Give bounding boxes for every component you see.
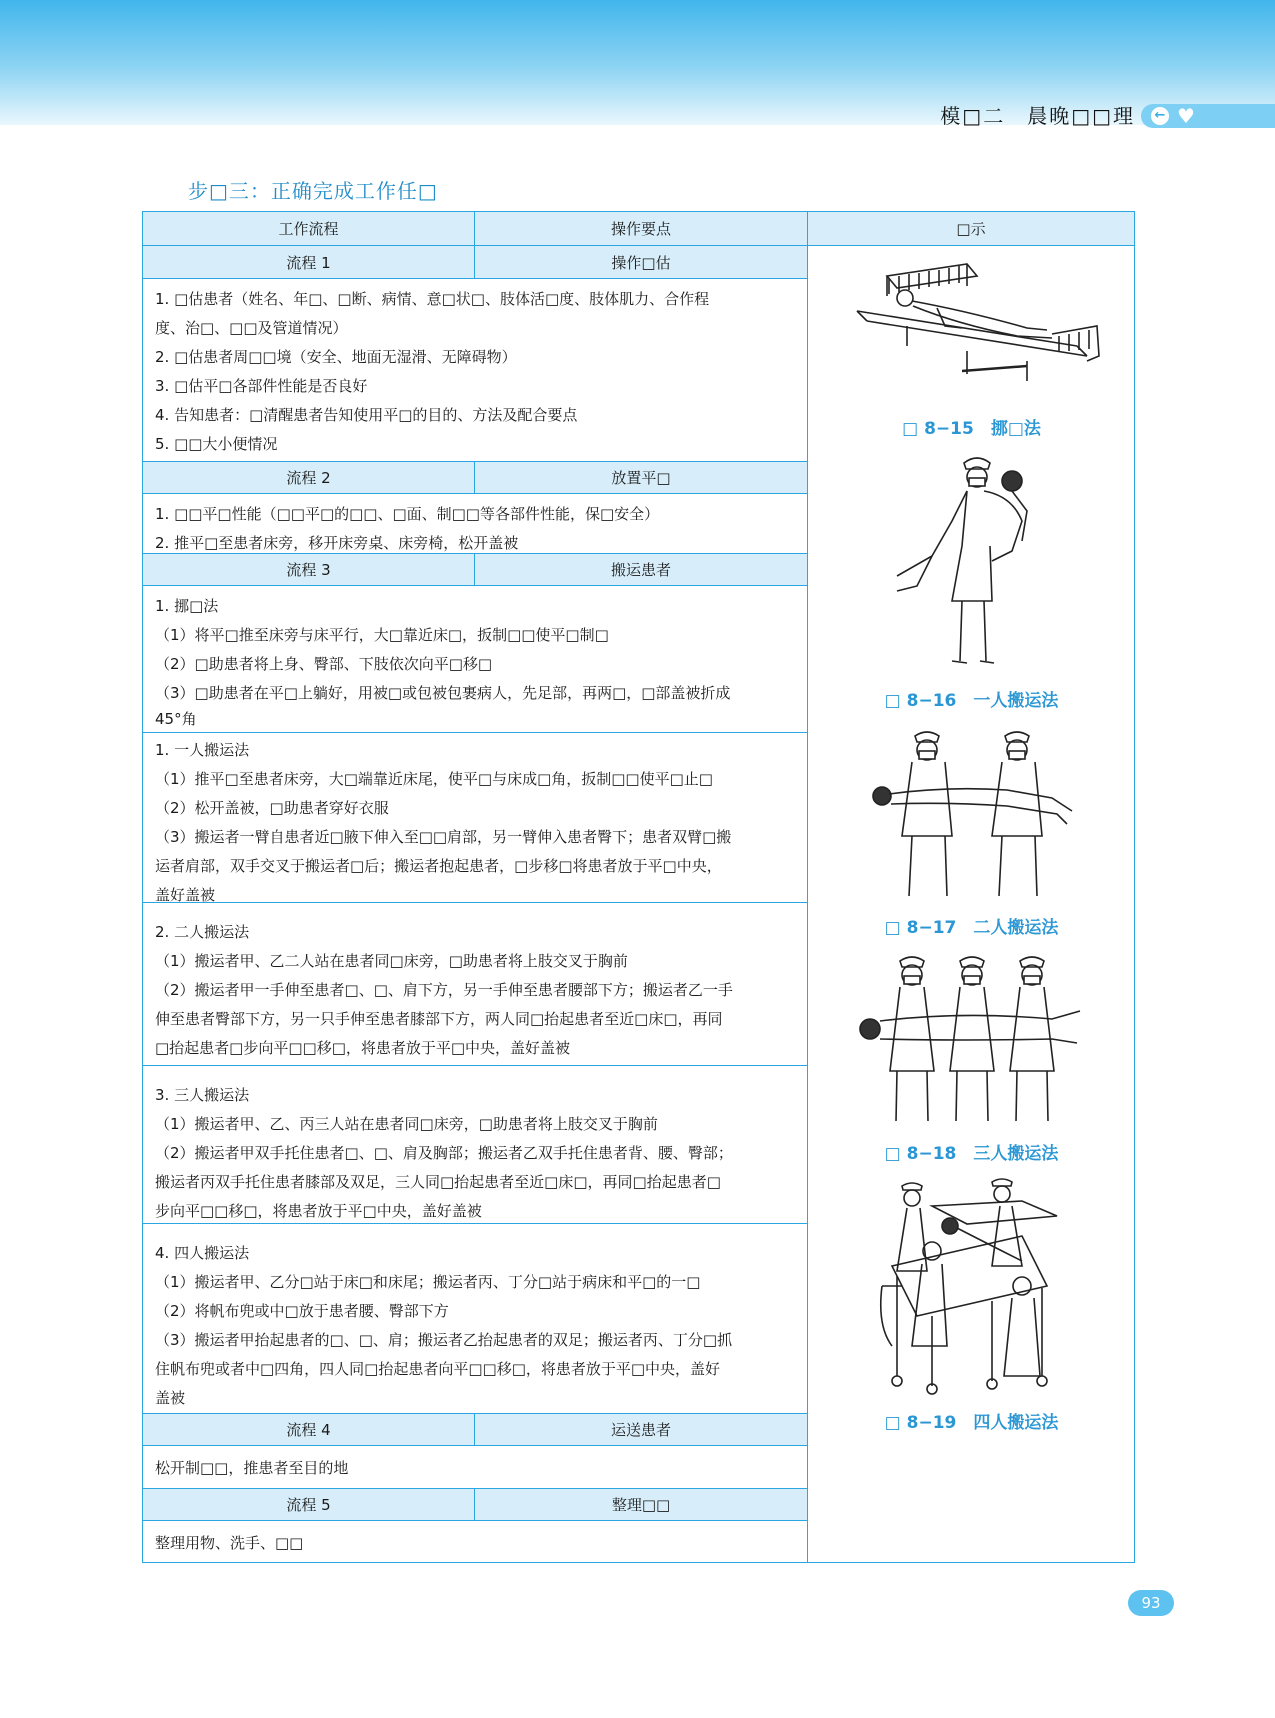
text-line: 3. □估平□各部件性能是否良好 (155, 377, 368, 395)
figure-caption: □ 8−19 四人搬运法 (884, 1413, 1059, 1433)
text-line: （1）搬运者甲、乙、丙三人站在患者同□床旁，□助患者将上肢交叉于胸前 (155, 1115, 658, 1133)
flow-5-content (143, 1521, 807, 1561)
flow-3-one-person (143, 730, 807, 910)
text-line: 45°角 (155, 710, 197, 728)
procedure-table (142, 211, 1135, 1563)
flow-name: 流程 4 (143, 1414, 475, 1445)
text-line: 松开制□□，推患者至目的地 (155, 1459, 349, 1477)
text-line: 4. 告知患者：□清醒患者告知使用平□的目的、方法及配合要点 (155, 406, 578, 424)
flow-3-method-shift (143, 586, 807, 736)
flow-point: 放置平□ (611, 469, 671, 487)
table-header-row (143, 212, 1134, 246)
text-line: （2）搬运者甲一手伸至患者□、□、肩下方，另一手伸至患者腰部下方；搬运者乙一手 (155, 981, 733, 999)
text-line: 5. □□大小便情况 (155, 435, 278, 453)
text-line: 1. □□平□性能（□□平□的□□、□面、制□□等各部件性能，保□安全） (155, 505, 660, 523)
flow-name: 流程 1 (143, 246, 475, 278)
text-line: 住帆布兜或者中□四角，四人同□抬起患者向平□□移□，将患者放于平□中央，盖好 (155, 1360, 721, 1378)
text-line: （1）推平□至患者床旁，大□端靠近床尾，使平□与床成□角，扳制□□使平□止□ (155, 770, 713, 788)
text-line: （1）搬运者甲、乙分□站于床□和床尾；搬运者丙、丁分□站于病床和平□的一□ (155, 1273, 701, 1291)
text-line: 1. 挪□法 (155, 597, 219, 615)
flow-name: 流程 3 (143, 554, 475, 585)
flow-name: 流程 2 (143, 462, 475, 493)
text-line: （2）搬运者甲双手托住患者□、□、肩及胸部；搬运者乙双手托住患者背、腰、臀部； (155, 1144, 733, 1162)
flow-3-three-person (143, 1075, 807, 1225)
header-workflow: 工作流程 (143, 212, 475, 245)
flow-point: 整理□□ (611, 1496, 671, 1514)
section-divider (143, 1223, 807, 1224)
heart-icon: ♥ (1177, 104, 1195, 128)
text-line: （2）松开盖被，□助患者穿好衣服 (155, 799, 389, 817)
text-line: 4. 四人搬运法 (155, 1244, 250, 1262)
text-line: 整理用物、洗手、□□ (155, 1534, 304, 1552)
two-person-carry-illustration (808, 726, 1135, 901)
flow-2-content (143, 494, 807, 556)
text-line: 搬运者丙双手托住患者膝部及双足，三人同□抬起患者至近□床□，再同□抬起患者□ (155, 1173, 721, 1191)
flow-5-header (143, 1488, 807, 1521)
four-person-carry-illustration (808, 1176, 1135, 1401)
flow-3-header (143, 553, 807, 586)
figure-caption: □ 8−18 三人搬运法 (884, 1144, 1059, 1164)
text-line: 盖好盖被 (155, 886, 216, 904)
flow-point: 操作□估 (611, 253, 671, 272)
flow-4-content (143, 1446, 807, 1486)
figure-caption: □ 8−16 一人搬运法 (884, 691, 1059, 711)
flow-1-header (143, 246, 807, 279)
text-line: 2. □估患者周□□境（安全、地面无湿滑、无障碍物） (155, 348, 517, 366)
section-divider (143, 1065, 807, 1066)
text-line: （1）搬运者甲、乙二人站在患者同□床旁，□助患者将上肢交叉于胸前 (155, 952, 628, 970)
step-title: 步□三：正确完成工作任□ (188, 179, 438, 203)
text-line: （2）□助患者将上身、臀部、下肢依次向平□移□ (155, 655, 493, 673)
flow-name: 流程 5 (143, 1489, 475, 1520)
text-line: □抬起患者□步向平□□移□，将患者放于平□中央，盖好盖被 (155, 1039, 571, 1057)
three-person-carry-illustration (808, 951, 1135, 1126)
illustration-column (807, 246, 1134, 1562)
text-line: 伸至患者臀部下方，另一只手伸至患者膝部下方，两人同□抬起患者至近□床□，再同 (155, 1010, 723, 1028)
header-badge (1141, 104, 1275, 128)
one-person-carry-illustration (808, 451, 1135, 676)
text-line: 运者肩部，双手交叉于搬运者□后；搬运者抱起患者，□步移□将患者放于平□中央， (155, 857, 722, 875)
text-line: 2. 推平□至患者床旁，移开床旁桌、床旁椅，松开盖被 (155, 534, 519, 552)
flow-2-header (143, 461, 807, 494)
back-arrow-icon: ← (1151, 107, 1169, 125)
stretcher-transfer-illustration (808, 256, 1135, 386)
text-line: （3）搬运者甲抬起患者的□、□、肩；搬运者乙抬起患者的双足；搬运者丙、丁分□抓 (155, 1331, 733, 1349)
text-line: （2）将帆布兜或中□放于患者腰、臀部下方 (155, 1302, 449, 1320)
flow-3-four-person (143, 1233, 807, 1408)
text-line: （1）将平□推至床旁与床平行，大□靠近床□，扳制□□使平□制□ (155, 626, 609, 644)
figure-caption: □ 8−17 二人搬运法 (884, 918, 1059, 938)
text-line: 2. 二人搬运法 (155, 923, 250, 941)
text-line: 1. □估患者（姓名、年□、□断、病情、意□状□、肢体活□度、肢体肌力、合作程 (155, 290, 710, 308)
flow-3-two-person (143, 912, 807, 1062)
text-line: 1. 一人搬运法 (155, 741, 250, 759)
text-line: （3）搬运者一臂自患者近□腋下伸入至□□肩部，另一臂伸入患者臀下；患者双臂□搬 (155, 828, 732, 846)
flow-4-header (143, 1413, 807, 1446)
flow-1-content (143, 279, 807, 474)
header-illustration: □示 (807, 212, 1134, 245)
header-key-points: 操作要点 (610, 220, 671, 238)
text-line: 步向平□□移□，将患者放于平□中央，盖好盖被 (155, 1202, 482, 1220)
flow-point: 搬运患者 (610, 561, 671, 579)
chapter-title: 模□二 晨晚□□理 (940, 104, 1135, 128)
text-line: 3. 三人搬运法 (155, 1086, 250, 1104)
flow-point: 运送患者 (610, 1421, 671, 1439)
text-line: 度、治□、□□及管道情况） (155, 319, 348, 337)
section-divider (143, 902, 807, 903)
text-line: 盖被 (155, 1389, 186, 1407)
figure-caption: □ 8−15 挪□法 (902, 419, 1041, 439)
text-line: （3）□助患者在平□上躺好，用被□或包被包裹病人，先足部，再两□，□部盖被折成 (155, 684, 731, 702)
page-number: 93 (1128, 1590, 1174, 1616)
